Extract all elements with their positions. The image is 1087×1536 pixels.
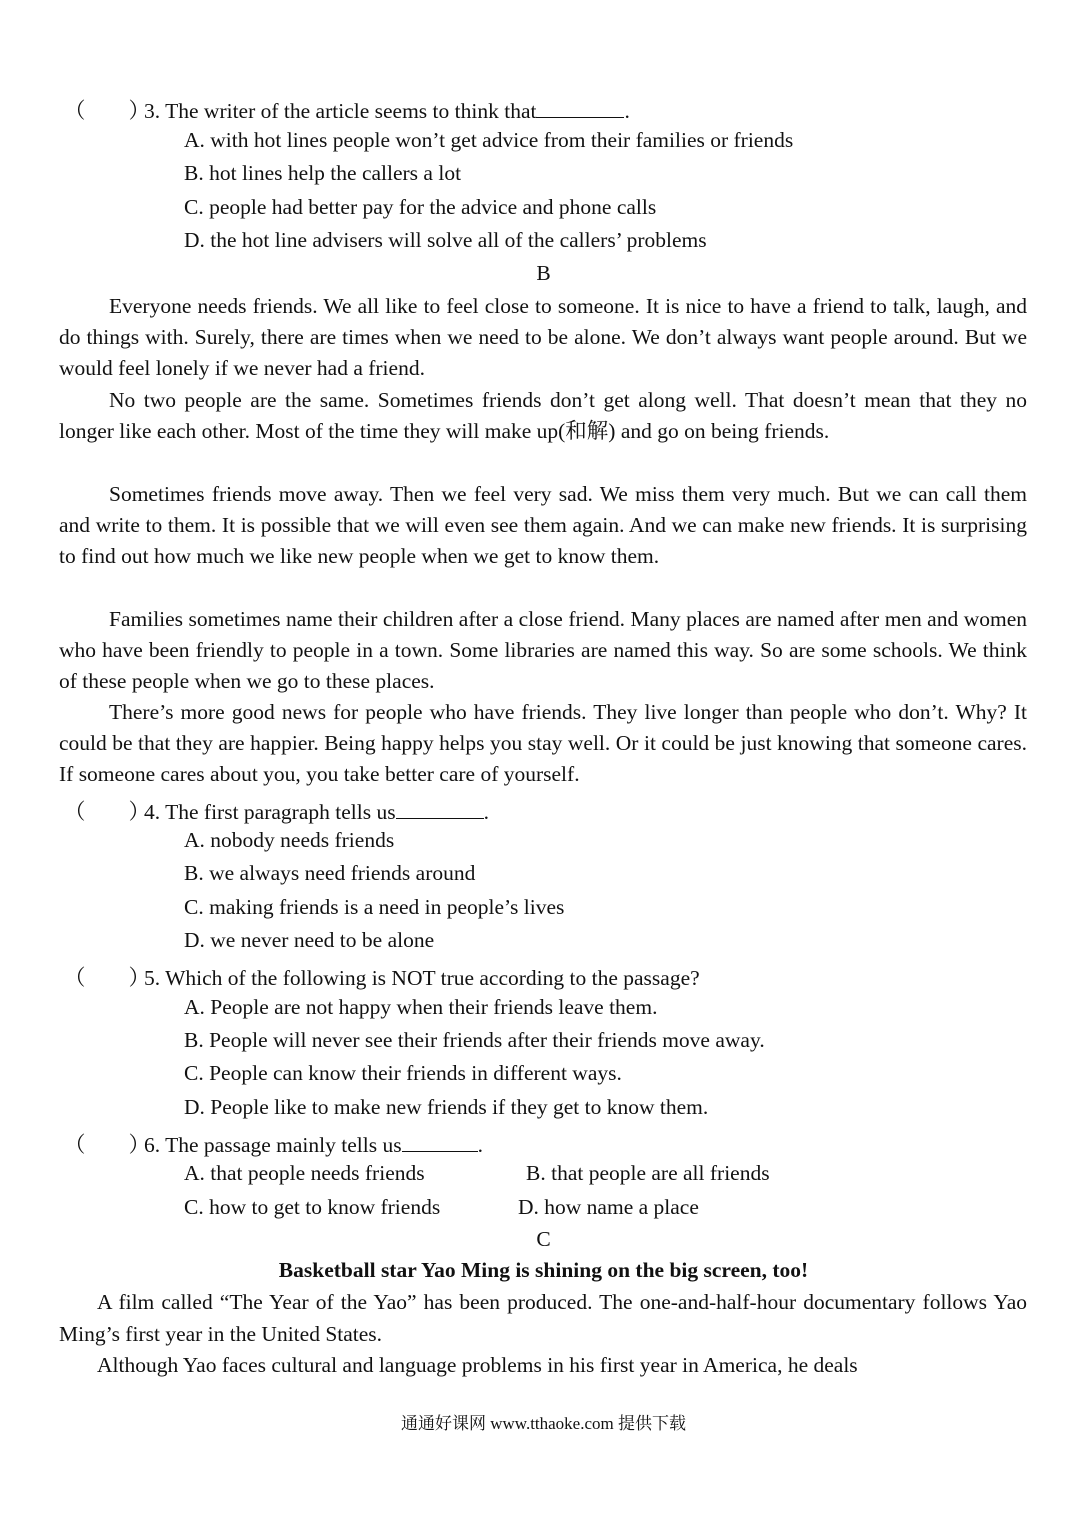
option-3c: C. people had better pay for the advice and phone calls bbox=[184, 195, 657, 219]
question-5 bbox=[64, 961, 700, 992]
answer-bracket: （ ） bbox=[64, 800, 151, 824]
question-3 bbox=[64, 94, 630, 125]
question-4 bbox=[64, 795, 489, 826]
question-stem: 6. The passage mainly tells us bbox=[144, 1133, 402, 1157]
question-6 bbox=[64, 1128, 483, 1159]
option-4b: B. we always need friends around bbox=[184, 861, 476, 885]
question-end: . bbox=[624, 99, 630, 123]
answer-bracket: （ ） bbox=[64, 99, 151, 123]
option-6a: A. that people needs friends bbox=[184, 1161, 425, 1185]
answer-blank bbox=[402, 1128, 478, 1152]
section-b-paragraph-1: Everyone needs friends. We all like to feel close to someone. It is nice to have a friend to talk, laugh, and do things with. Surely, there are times when we need to be alone. We don’t always want people around. But we would feel lonely if we never had a friend. bbox=[59, 294, 1027, 381]
section-c-label: C bbox=[536, 1227, 551, 1251]
question-stem: 4. The first paragraph tells us bbox=[144, 800, 396, 824]
option-5b: B. People will never see their friends after their friends move away. bbox=[184, 1028, 765, 1052]
option-5a: A. People are not happy when their friends leave them. bbox=[184, 995, 658, 1019]
option-6d: D. how name a place bbox=[518, 1195, 699, 1219]
section-c-paragraph-1: A film called “The Year of the Yao” has been produced. The one-and-half-hour documentary follows Yao Ming’s first year in the United States. bbox=[59, 1290, 1027, 1346]
option-6b: B. that people are all friends bbox=[526, 1161, 770, 1185]
option-4c: C. making friends is a need in people’s lives bbox=[184, 895, 565, 919]
option-4a: A. nobody needs friends bbox=[184, 828, 395, 852]
option-5c: C. People can know their friends in different ways. bbox=[184, 1061, 622, 1085]
answer-bracket: （ ） bbox=[64, 966, 151, 990]
section-c-paragraph-2: Although Yao faces cultural and language problems in his first year in America, he deals bbox=[97, 1353, 858, 1377]
page-footer: 通通好课网 www.tthaoke.com 提供下载 bbox=[400, 1414, 687, 1433]
option-6c: C. how to get to know friends bbox=[184, 1195, 441, 1219]
answer-blank bbox=[536, 94, 624, 118]
question-stem: 3. The writer of the article seems to think that bbox=[144, 99, 537, 123]
section-b-paragraph-2: No two people are the same. Sometimes friends don’t get along well. That doesn’t mean that they no longer like each other. Most of the time they will make up(和解) and go on being friends. bbox=[59, 388, 1027, 444]
question-end: . bbox=[483, 800, 489, 824]
answer-bracket: （ ） bbox=[64, 1133, 151, 1157]
option-4d: D. we never need to be alone bbox=[184, 928, 435, 952]
question-stem: 5. Which of the following is NOT true according to the passage? bbox=[144, 966, 700, 990]
section-c-title: Basketball star Yao Ming is shining on the big screen, too! bbox=[278, 1258, 809, 1282]
option-3d: D. the hot line advisers will solve all of the callers’ problems bbox=[184, 228, 707, 252]
option-5d: D. People like to make new friends if they get to know them. bbox=[184, 1095, 709, 1119]
section-b-paragraph-5: There’s more good news for people who have friends. They live longer than people who don’t. Why? It could be that they are happier. Being happy helps you stay well. Or it could be just knowing that someone cares. If someone cares about you, you take better care of yourself. bbox=[59, 700, 1027, 787]
section-b-paragraph-3: Sometimes friends move away. Then we feel very sad. We miss them very much. But we can call them and write to them. It is possible that we will even see them again. And we can make new friends. It is surprising to find out how much we like new people when we get to know them. bbox=[59, 482, 1027, 569]
option-3b: B. hot lines help the callers a lot bbox=[184, 161, 462, 185]
section-b-paragraph-4: Families sometimes name their children after a close friend. Many places are named after men and women who have been friendly to people in a town. Some libraries are named this way. So are some schools. We think of these people when we go to these places. bbox=[59, 607, 1027, 694]
option-3a: A. with hot lines people won’t get advice from their families or friends bbox=[184, 128, 794, 152]
answer-blank bbox=[396, 795, 484, 819]
question-end: . bbox=[477, 1133, 483, 1157]
section-b-label: B bbox=[536, 261, 551, 285]
